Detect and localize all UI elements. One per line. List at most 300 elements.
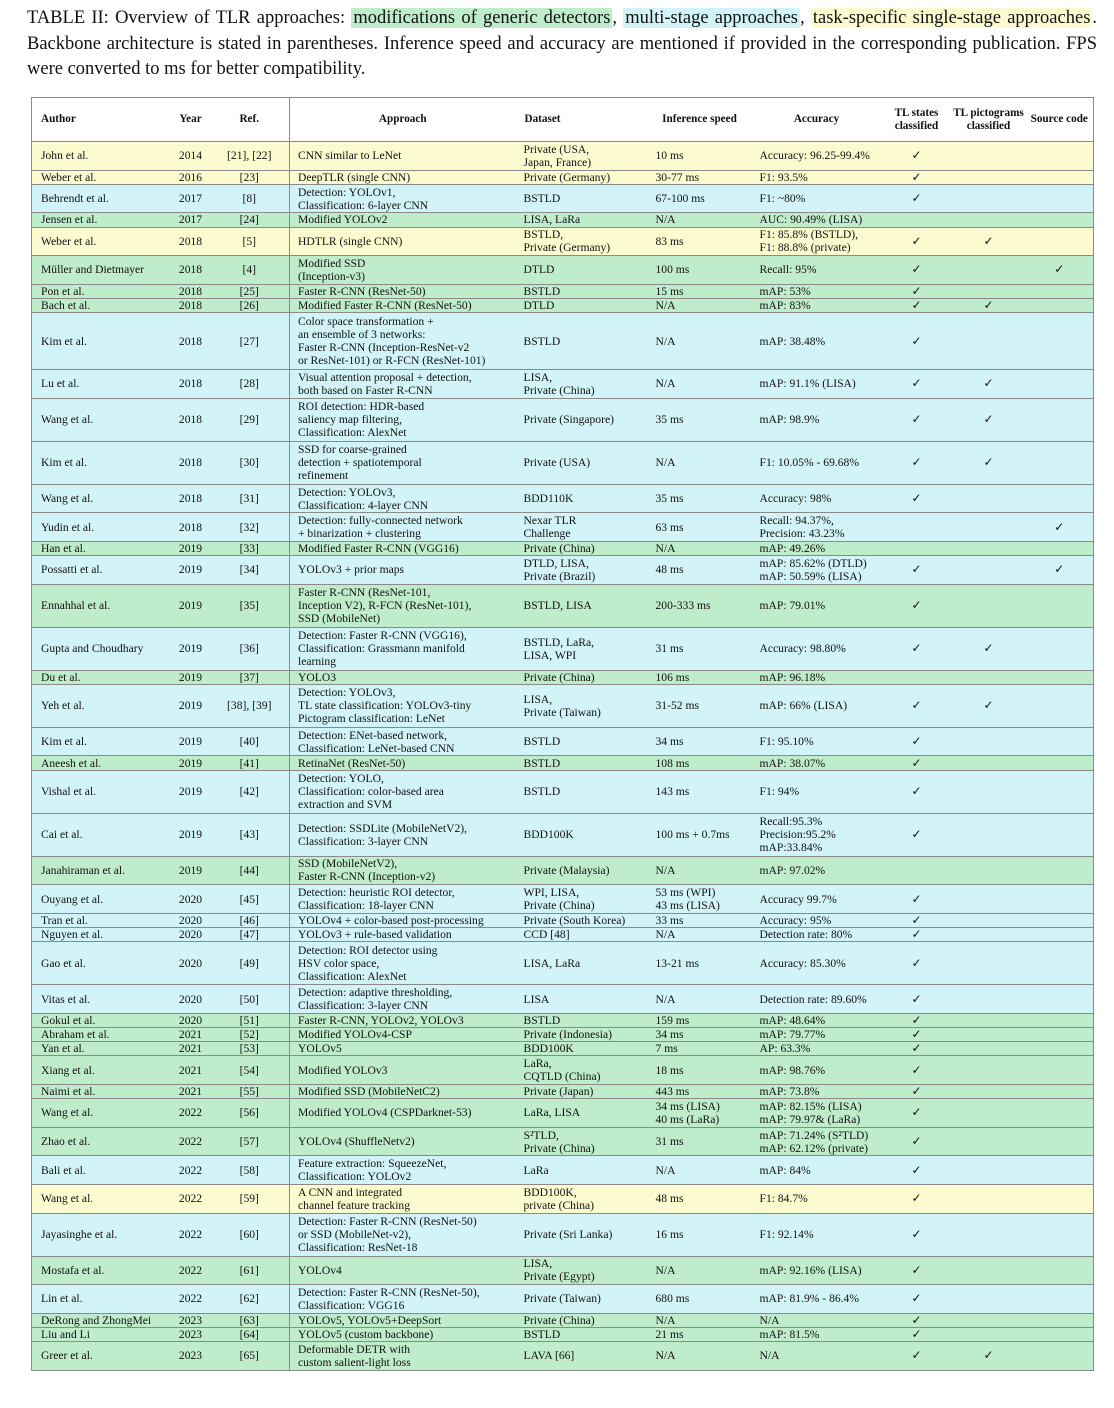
cell-accuracy-line: Accuracy: 98% bbox=[759, 492, 832, 506]
cell-speed-line: N/A bbox=[655, 542, 676, 555]
cell-approach-line: DeepTLR (single CNN) bbox=[298, 170, 411, 184]
cell-speed-line: 35 ms bbox=[655, 413, 684, 427]
cell-dataset bbox=[516, 184, 648, 213]
cell-ref: [34] bbox=[210, 556, 290, 585]
table-row bbox=[32, 1084, 1094, 1098]
cell-accuracy bbox=[752, 584, 882, 627]
table-row bbox=[32, 256, 1094, 285]
cell-speed bbox=[648, 313, 752, 370]
cell-states-check-icon: ✓ bbox=[882, 942, 952, 985]
cell-dataset-line: Private (China) bbox=[523, 670, 595, 684]
cell-dataset bbox=[516, 1213, 648, 1256]
cell-dataset bbox=[516, 770, 648, 813]
cell-accuracy-line: mAP: 82.15% (LISA) bbox=[759, 1099, 862, 1113]
cell-approach-line: CNN similar to LeNet bbox=[298, 149, 402, 163]
table-row bbox=[32, 556, 1094, 585]
cell-speed-line: 7 ms bbox=[655, 1042, 678, 1056]
table-row bbox=[32, 1285, 1094, 1314]
cell-approach bbox=[290, 1099, 516, 1128]
cell-accuracy-line: F1: 84.7% bbox=[759, 1192, 808, 1206]
cell-speed-line: N/A bbox=[655, 1313, 676, 1327]
table-row bbox=[32, 942, 1094, 985]
cell-approach-line: YOLOv5, YOLOv5+DeepSort bbox=[298, 1313, 442, 1327]
cell-picto bbox=[952, 284, 1026, 298]
table-row bbox=[32, 856, 1094, 885]
cell-picto bbox=[952, 556, 1026, 585]
cell-speed bbox=[648, 856, 752, 885]
cell-speed bbox=[648, 756, 752, 770]
cell-code bbox=[1026, 1084, 1094, 1098]
cell-approach bbox=[290, 284, 516, 298]
cell-accuracy-line: Accuracy: 95% bbox=[759, 913, 832, 927]
cell-approach bbox=[290, 813, 516, 856]
cell-dataset-line: Private (Germany) bbox=[523, 170, 611, 184]
cell-ref: [35] bbox=[210, 584, 290, 627]
cell-states-check-icon: ✓ bbox=[882, 1256, 952, 1285]
cell-code bbox=[1026, 928, 1094, 942]
cell-speed bbox=[648, 1342, 752, 1371]
cell-speed bbox=[648, 928, 752, 942]
cell-states-check-icon: ✓ bbox=[882, 1342, 952, 1371]
cell-dataset bbox=[516, 142, 648, 171]
cell-year: 2022 bbox=[172, 1256, 210, 1285]
cell-speed-line: 33 ms bbox=[655, 913, 684, 927]
cell-year: 2018 bbox=[172, 441, 210, 484]
cell-approach bbox=[290, 727, 516, 756]
cell-dataset-line: private (China) bbox=[523, 1198, 595, 1212]
cell-speed bbox=[648, 170, 752, 184]
cell-speed-line: N/A bbox=[655, 456, 676, 470]
cell-speed-line: N/A bbox=[655, 992, 676, 1006]
cell-dataset-line: Private (Malaysia) bbox=[523, 863, 610, 877]
cell-states-check-icon: ✓ bbox=[882, 1285, 952, 1314]
cell-accuracy bbox=[752, 1313, 882, 1327]
cell-ref: [32] bbox=[210, 513, 290, 542]
cell-year: 2022 bbox=[172, 1184, 210, 1213]
cell-picto bbox=[952, 1327, 1026, 1341]
cell-approach-line: Classification: AlexNet bbox=[298, 969, 407, 983]
cell-speed bbox=[648, 513, 752, 542]
cell-accuracy-line: mAP: 81.9% - 86.4% bbox=[759, 1292, 860, 1306]
cell-dataset-line: Nexar TLR bbox=[523, 514, 577, 528]
cell-year: 2022 bbox=[172, 1213, 210, 1256]
table-row bbox=[32, 1013, 1094, 1027]
cell-picto bbox=[952, 1028, 1026, 1042]
cell-accuracy bbox=[752, 928, 882, 942]
cell-accuracy-line: mAP: 79.77% bbox=[759, 1028, 826, 1042]
cell-picto-check-icon: ✓ bbox=[952, 298, 1026, 312]
cell-ref: [26] bbox=[210, 298, 290, 312]
cell-approach bbox=[290, 1056, 516, 1085]
cell-author: Yeh et al. bbox=[32, 684, 172, 727]
cell-dataset-line: Private (Taiwan) bbox=[523, 705, 601, 719]
cell-approach-line: Classification: 6-layer CNN bbox=[298, 198, 429, 212]
cell-states-check-icon: ✓ bbox=[882, 584, 952, 627]
cell-dataset-line: Private (Indonesia) bbox=[523, 1028, 613, 1042]
cell-accuracy-line: F1: ~80% bbox=[759, 192, 806, 206]
cell-accuracy-line: N/A bbox=[759, 1313, 780, 1327]
cell-dataset bbox=[516, 913, 648, 927]
cell-approach-line: Detection: Faster R-CNN (ResNet-50), bbox=[298, 1285, 480, 1299]
cell-accuracy bbox=[752, 684, 882, 727]
cell-code bbox=[1026, 770, 1094, 813]
cell-year: 2019 bbox=[172, 584, 210, 627]
cell-ref: [55] bbox=[210, 1084, 290, 1098]
cell-accuracy-line: mAP: 85.62% (DTLD) bbox=[759, 556, 867, 570]
cell-year: 2016 bbox=[172, 170, 210, 184]
cell-approach bbox=[290, 170, 516, 184]
cell-speed-line: 67-100 ms bbox=[655, 192, 705, 206]
cell-accuracy bbox=[752, 942, 882, 985]
cell-picto bbox=[952, 1127, 1026, 1156]
cell-states-check-icon: ✓ bbox=[882, 684, 952, 727]
cell-author: Ennahhal et al. bbox=[32, 584, 172, 627]
cell-code bbox=[1026, 1327, 1094, 1341]
cell-accuracy-line: mAP: 53% bbox=[759, 284, 811, 298]
cell-states-check-icon: ✓ bbox=[882, 756, 952, 770]
cell-code bbox=[1026, 313, 1094, 370]
cell-speed bbox=[648, 227, 752, 256]
cell-author: John et al. bbox=[32, 142, 172, 171]
cell-year: 2023 bbox=[172, 1313, 210, 1327]
cell-approach-line: Color space transformation + bbox=[298, 315, 434, 329]
cell-picto bbox=[952, 985, 1026, 1014]
cell-author: Abraham et al. bbox=[32, 1028, 172, 1042]
cell-accuracy bbox=[752, 1028, 882, 1042]
cell-dataset-line: BSTLD bbox=[523, 1328, 561, 1341]
cell-approach-line: Detection: YOLOv3, bbox=[298, 686, 396, 700]
cell-approach-line: SSD for coarse-grained bbox=[298, 443, 407, 457]
caption-prefix: TABLE II: Overview of TLR approaches: bbox=[27, 8, 352, 28]
cell-approach bbox=[290, 398, 516, 441]
cell-ref: [5] bbox=[210, 227, 290, 256]
cell-approach-line: Classification: 18-layer CNN bbox=[298, 899, 434, 913]
cell-accuracy-line: mAP: 38.07% bbox=[759, 756, 826, 770]
cell-states-check-icon: ✓ bbox=[882, 227, 952, 256]
cell-ref: [43] bbox=[210, 813, 290, 856]
cell-year: 2019 bbox=[172, 684, 210, 727]
cell-picto-check-icon: ✓ bbox=[952, 1342, 1026, 1371]
table-row bbox=[32, 1127, 1094, 1156]
cell-speed-line: 43 ms (LISA) bbox=[655, 899, 720, 913]
cell-dataset-line: BDD100K bbox=[523, 828, 574, 842]
cell-code-check-icon: ✓ bbox=[1026, 256, 1094, 285]
cell-approach-line: Classification: VGG16 bbox=[298, 1298, 405, 1312]
cell-speed-line: 108 ms bbox=[655, 756, 690, 770]
cell-states-check-icon: ✓ bbox=[882, 284, 952, 298]
cell-dataset bbox=[516, 1342, 648, 1371]
table-row bbox=[32, 398, 1094, 441]
cell-ref: [4] bbox=[210, 256, 290, 285]
cell-dataset-line: BSTLD bbox=[523, 334, 561, 348]
cell-speed bbox=[648, 398, 752, 441]
cell-ref: [42] bbox=[210, 770, 290, 813]
cell-approach bbox=[290, 942, 516, 985]
cell-states-check-icon: ✓ bbox=[882, 370, 952, 399]
cell-year: 2023 bbox=[172, 1342, 210, 1371]
cell-accuracy bbox=[752, 1099, 882, 1128]
cell-year: 2014 bbox=[172, 142, 210, 171]
cell-dataset-line: LaRa bbox=[523, 1163, 549, 1177]
cell-code bbox=[1026, 813, 1094, 856]
cell-author: DeRong and ZhongMei bbox=[32, 1313, 172, 1327]
cell-approach-line: SSD (MobileNet) bbox=[298, 612, 381, 626]
cell-accuracy-line: mAP: 38.48% bbox=[759, 334, 826, 348]
cell-picto bbox=[952, 184, 1026, 213]
cell-code bbox=[1026, 170, 1094, 184]
cell-author: Liu and Li bbox=[32, 1327, 172, 1341]
cell-states-check-icon: ✓ bbox=[882, 441, 952, 484]
cell-accuracy-line: Accuracy: 96.25-99.4% bbox=[759, 149, 870, 163]
cell-accuracy bbox=[752, 1184, 882, 1213]
cell-dataset-line: Private (China) bbox=[523, 1313, 595, 1327]
cell-states-check-icon: ✓ bbox=[882, 1156, 952, 1185]
cell-dataset-line: Private (Singapore) bbox=[523, 413, 614, 427]
cell-speed bbox=[648, 441, 752, 484]
cell-states-check-icon: ✓ bbox=[882, 913, 952, 927]
cell-approach bbox=[290, 1084, 516, 1098]
header-approach: Approach bbox=[290, 98, 516, 142]
cell-speed-line: 100 ms bbox=[655, 263, 690, 277]
table-caption bbox=[27, 6, 1097, 83]
cell-dataset-line: Private (China) bbox=[523, 383, 595, 397]
cell-dataset bbox=[516, 856, 648, 885]
cell-picto bbox=[952, 1285, 1026, 1314]
cell-dataset bbox=[516, 370, 648, 399]
cell-approach-line: HSV color space, bbox=[298, 956, 380, 970]
cell-author: Kim et al. bbox=[32, 441, 172, 484]
cell-accuracy-line: F1: 88.8% (private) bbox=[759, 241, 851, 255]
cell-author: Bali et al. bbox=[32, 1156, 172, 1185]
cell-dataset bbox=[516, 213, 648, 227]
cell-picto bbox=[952, 928, 1026, 942]
legend-single-stage: task-specific single-stage approaches bbox=[812, 8, 1091, 28]
cell-speed bbox=[648, 684, 752, 727]
cell-speed-line: 200-333 ms bbox=[655, 599, 711, 613]
cell-ref: [38], [39] bbox=[210, 684, 290, 727]
cell-code bbox=[1026, 1028, 1094, 1042]
cell-approach bbox=[290, 627, 516, 670]
cell-dataset-line: BSTLD, LISA bbox=[523, 599, 592, 613]
table-row bbox=[32, 298, 1094, 312]
cell-accuracy-line: mAP: 92.16% (LISA) bbox=[759, 1263, 862, 1277]
cell-ref: [63] bbox=[210, 1313, 290, 1327]
cell-states bbox=[882, 513, 952, 542]
cell-author: Du et al. bbox=[32, 670, 172, 684]
cell-year: 2019 bbox=[172, 627, 210, 670]
cell-ref: [58] bbox=[210, 1156, 290, 1185]
cell-ref: [50] bbox=[210, 985, 290, 1014]
cell-year: 2022 bbox=[172, 1156, 210, 1185]
cell-code bbox=[1026, 1313, 1094, 1327]
cell-accuracy bbox=[752, 1285, 882, 1314]
cell-speed-line: 106 ms bbox=[655, 670, 690, 684]
cell-author: Jensen et al. bbox=[32, 213, 172, 227]
cell-approach-line: YOLOv4 + color-based post-processing bbox=[298, 913, 484, 927]
cell-dataset-line: S²TLD, bbox=[523, 1128, 559, 1142]
cell-approach-line: Classification: LeNet-based CNN bbox=[298, 741, 455, 755]
cell-speed-line: 13-21 ms bbox=[655, 956, 699, 970]
cell-code bbox=[1026, 1042, 1094, 1056]
cell-speed bbox=[648, 670, 752, 684]
cell-dataset-line: LISA, LaRa bbox=[523, 213, 581, 227]
table-row bbox=[32, 213, 1094, 227]
cell-accuracy bbox=[752, 170, 882, 184]
cell-speed-line: 31 ms bbox=[655, 1135, 684, 1149]
cell-states-check-icon: ✓ bbox=[882, 313, 952, 370]
cell-approach-line: Classification: Grassmann manifold bbox=[298, 642, 465, 656]
cell-author: Lin et al. bbox=[32, 1285, 172, 1314]
cell-year: 2023 bbox=[172, 1327, 210, 1341]
cell-year: 2018 bbox=[172, 313, 210, 370]
cell-dataset bbox=[516, 170, 648, 184]
cell-accuracy-line: F1: 85.8% (BSTLD), bbox=[759, 228, 859, 242]
cell-ref: [40] bbox=[210, 727, 290, 756]
cell-accuracy bbox=[752, 670, 882, 684]
cell-year: 2019 bbox=[172, 856, 210, 885]
cell-accuracy bbox=[752, 1256, 882, 1285]
cell-accuracy-line: mAP: 97.02% bbox=[759, 863, 826, 877]
cell-year: 2022 bbox=[172, 1099, 210, 1128]
cell-picto bbox=[952, 1084, 1026, 1098]
cell-code bbox=[1026, 1184, 1094, 1213]
cell-author: Tran et al. bbox=[32, 913, 172, 927]
cell-speed-line: 34 ms (LISA) bbox=[655, 1099, 720, 1113]
cell-approach-line: channel feature tracking bbox=[298, 1198, 411, 1212]
header-row bbox=[32, 98, 1094, 142]
cell-approach bbox=[290, 1213, 516, 1256]
cell-picto bbox=[952, 770, 1026, 813]
cell-speed-line: N/A bbox=[655, 213, 676, 227]
cell-code bbox=[1026, 1256, 1094, 1285]
cell-accuracy-line: F1: 93.5% bbox=[759, 170, 808, 184]
cell-accuracy bbox=[752, 1084, 882, 1098]
cell-approach bbox=[290, 313, 516, 370]
cell-approach-line: Deformable DETR with bbox=[298, 1342, 411, 1356]
cell-picto bbox=[952, 942, 1026, 985]
cell-ref: [8] bbox=[210, 184, 290, 213]
cell-year: 2020 bbox=[172, 985, 210, 1014]
cell-approach-line: Modified SSD (MobileNetC2) bbox=[298, 1085, 440, 1099]
cell-year: 2022 bbox=[172, 1285, 210, 1314]
header-tl-states: TL states classified bbox=[882, 98, 952, 142]
cell-year: 2019 bbox=[172, 813, 210, 856]
cell-dataset-line: LISA bbox=[523, 992, 550, 1006]
cell-dataset-line: BSTLD, LaRa, bbox=[523, 635, 595, 649]
cell-approach-line: Detection: YOLOv1, bbox=[298, 185, 396, 199]
cell-approach bbox=[290, 1028, 516, 1042]
cell-approach-line: A CNN and integrated bbox=[298, 1185, 402, 1199]
cell-speed-line: 48 ms bbox=[655, 1192, 684, 1206]
legend-multi-stage: multi-stage approaches bbox=[625, 8, 798, 28]
cell-states-check-icon: ✓ bbox=[882, 1184, 952, 1213]
cell-accuracy-line: mAP: 81.5% bbox=[759, 1328, 820, 1341]
cell-approach bbox=[290, 1042, 516, 1056]
cell-states-check-icon: ✓ bbox=[882, 813, 952, 856]
cell-ref: [25] bbox=[210, 284, 290, 298]
cell-dataset-line: LISA, bbox=[523, 692, 553, 706]
cell-picto bbox=[952, 913, 1026, 927]
header-ref: Ref. bbox=[210, 98, 290, 142]
cell-author: Kim et al. bbox=[32, 313, 172, 370]
cell-accuracy-line: mAP: 96.18% bbox=[759, 670, 826, 684]
cell-approach bbox=[290, 1256, 516, 1285]
cell-code bbox=[1026, 1156, 1094, 1185]
cell-dataset bbox=[516, 1327, 648, 1341]
cell-dataset-line: WPI, LISA, bbox=[523, 886, 580, 900]
cell-approach bbox=[290, 885, 516, 914]
cell-approach-line: an ensemble of 3 networks: bbox=[298, 328, 426, 342]
cell-picto bbox=[952, 142, 1026, 171]
cell-accuracy bbox=[752, 856, 882, 885]
cell-accuracy-line: mAP: 83% bbox=[759, 299, 811, 313]
cell-year: 2021 bbox=[172, 1056, 210, 1085]
cell-dataset-line: DTLD, LISA, bbox=[523, 556, 589, 570]
table-row bbox=[32, 1042, 1094, 1056]
cell-picto-check-icon: ✓ bbox=[952, 227, 1026, 256]
cell-states-check-icon: ✓ bbox=[882, 184, 952, 213]
cell-author: Yudin et al. bbox=[32, 513, 172, 542]
cell-states-check-icon: ✓ bbox=[882, 727, 952, 756]
cell-accuracy bbox=[752, 513, 882, 542]
cell-dataset bbox=[516, 398, 648, 441]
cell-approach bbox=[290, 556, 516, 585]
cell-author: Behrendt et al. bbox=[32, 184, 172, 213]
cell-dataset bbox=[516, 1156, 648, 1185]
cell-ref: [23] bbox=[210, 170, 290, 184]
cell-picto bbox=[952, 1156, 1026, 1185]
cell-dataset bbox=[516, 942, 648, 985]
cell-speed bbox=[648, 1313, 752, 1327]
cell-speed-line: 680 ms bbox=[655, 1292, 690, 1306]
cell-states bbox=[882, 856, 952, 885]
table-row bbox=[32, 513, 1094, 542]
cell-accuracy-line: mAP: 91.1% (LISA) bbox=[759, 377, 856, 391]
cell-ref: [31] bbox=[210, 484, 290, 513]
cell-ref: [33] bbox=[210, 541, 290, 555]
cell-picto bbox=[952, 1056, 1026, 1085]
cell-code bbox=[1026, 1099, 1094, 1128]
cell-accuracy bbox=[752, 756, 882, 770]
cell-dataset bbox=[516, 556, 648, 585]
cell-dataset-line: DTLD bbox=[523, 263, 555, 277]
cell-speed bbox=[648, 1042, 752, 1056]
cell-picto bbox=[952, 885, 1026, 914]
table-row bbox=[32, 584, 1094, 627]
cell-approach bbox=[290, 227, 516, 256]
cell-picto bbox=[952, 213, 1026, 227]
cell-approach-line: Modified Faster R-CNN (ResNet-50) bbox=[298, 299, 472, 313]
cell-author: Gupta and Choudhary bbox=[32, 627, 172, 670]
cell-picto bbox=[952, 584, 1026, 627]
cell-speed-line: 31 ms bbox=[655, 642, 684, 656]
cell-speed-line: N/A bbox=[655, 1349, 676, 1363]
cell-dataset-line: Private (Japan) bbox=[523, 1085, 594, 1099]
cell-dataset bbox=[516, 313, 648, 370]
cell-speed-line: 34 ms bbox=[655, 735, 684, 749]
cell-speed bbox=[648, 1056, 752, 1085]
cell-code bbox=[1026, 627, 1094, 670]
table-row bbox=[32, 1184, 1094, 1213]
cell-approach bbox=[290, 1342, 516, 1371]
cell-year: 2022 bbox=[172, 1127, 210, 1156]
cell-code bbox=[1026, 856, 1094, 885]
cell-speed bbox=[648, 370, 752, 399]
cell-picto-check-icon: ✓ bbox=[952, 370, 1026, 399]
cell-author: Wang et al. bbox=[32, 484, 172, 513]
cell-approach-line: Faster R-CNN, YOLOv2, YOLOv3 bbox=[298, 1013, 464, 1027]
cell-dataset-line: BSTLD bbox=[523, 735, 561, 749]
